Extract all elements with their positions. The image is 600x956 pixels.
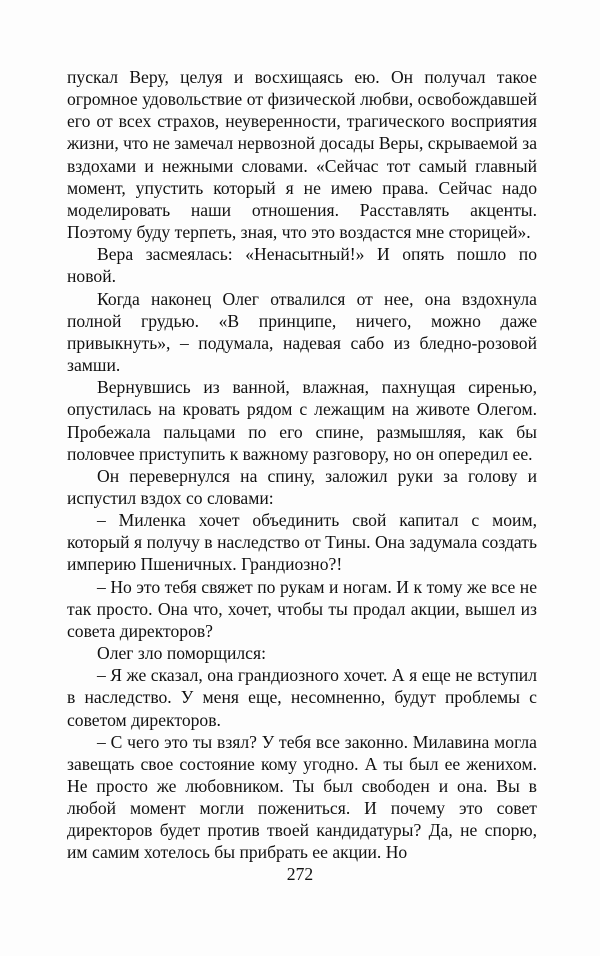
paragraph: – Но это тебя свяжет по рукам и ногам. И к тому же все не так просто. Она что, хочет, чтобы ты продал акции, вышел из совета директоров? bbox=[67, 576, 537, 641]
paragraph: Олег зло поморщился: bbox=[97, 643, 266, 664]
paragraph: – Миленка хочет объединить свой капитал с моим, который я получу в наследство от Тины. Она задумала создать империю Пшеничных. Грандиозно?! bbox=[67, 510, 537, 575]
paragraph: Он перевернулся на спину, заложил руки за голову и испустил вздох со словами: bbox=[67, 465, 537, 508]
paragraph: пускал Веру, целуя и восхищаясь ею. Он получал такое огромное удовольствие от физической любви, освобождавшей его от всех страхов, неуверенности, трагического восприятия жизни, что не замечал нервозной досады Веры, скрываемой за вздохами и нежными словами. «Сейчас тот самый главный момент, упустить который я не имею права. Сейчас надо моделировать наши отношения. Расставлять акценты. Поэтому буду терпеть, зная, что это воздастся мне сторицей». bbox=[67, 67, 537, 243]
paragraph: Вера засмеялась: «Ненасытный!» И опять пошло по новой. bbox=[67, 244, 537, 287]
paragraph: – Я же сказал, она грандиозного хочет. А я еще не вступил в наследство. У меня еще, несомненно, будут проблемы с советом директоров. bbox=[67, 665, 537, 730]
page-number: 272 bbox=[286, 864, 314, 884]
paragraph: Вернувшись из ванной, влажная, пахнущая сиренью, опустилась на кровать рядом с лежащим на животе Олегом. Пробежала пальцами по его спине, размышляя, как бы половчее приступить к важному разговору, но он опередил ее. bbox=[67, 377, 537, 464]
paragraph: Когда наконец Олег отвалился от нее, она вздохнула полной грудью. «В принципе, ничего, можно даже привыкнуть», – подумала, надевая сабо из бледно-розовой замши. bbox=[67, 288, 537, 376]
page-body-text bbox=[67, 66, 537, 864]
paragraph: – С чего это ты взял? У тебя все законно. Милавина могла завещать свое состояние кому угодно. А ты был ее женихом. Не просто же любовником. Ты был свободен и она. Вы в любой момент могли пожениться. И почему это совет директоров будет против твоей кандидатуры? Да, не спорю, им самим хотелось бы прибрать ее акции. Но bbox=[67, 731, 537, 863]
